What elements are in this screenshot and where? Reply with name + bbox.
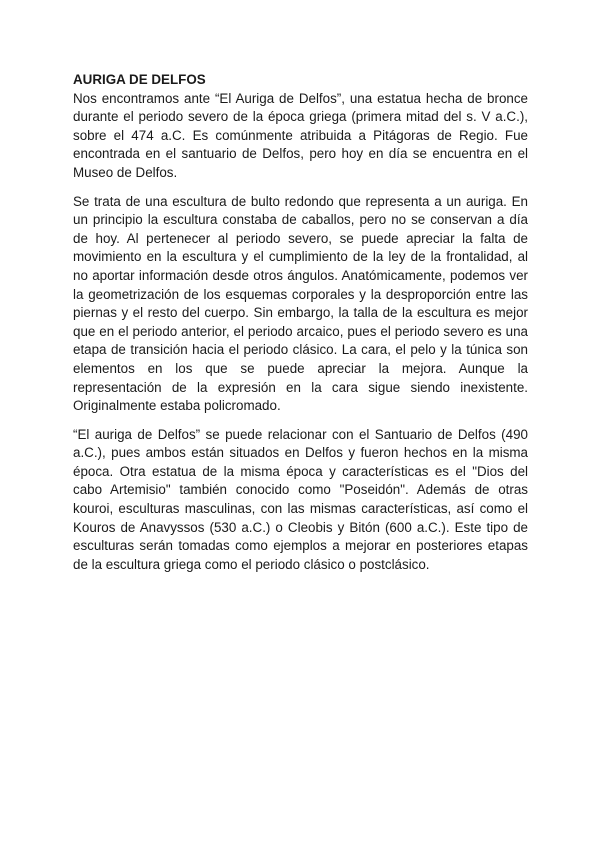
paragraph-context: “El auriga de Delfos” se puede relacionar con el Santuario de Delfos (490 a.C.), pues ambos están situados en Delfos y fueron hechos en la misma época. Otra estatua de la misma época y características es el "Dios del cabo Artemisio" también conocido como "Poseidón". Además de otras kouroi, esculturas masculinas, con las mismas características, así como el Kouros de Anavyssos (530 a.C.) o Cleobis y Bitón (600 a.C.). Este tipo de esculturas serán tomadas como ejemplos a mejorar en posteriores etapas de la escultura griega como el periodo clásico o postclásico. [73, 426, 528, 572]
document-title: AURIGA DE DELFOS [73, 72, 206, 87]
paragraph-introduction: Nos encontramos ante “El Auriga de Delfos”, una estatua hecha de bronce durante el periodo severo de la época griega (primera mitad del s. V a.C.), sobre el 474 a.C. Es comúnmente atribuida a Pitágoras de Regio. Fue encontrada en el santuario de Delfos, pero hoy en día se encuentra en el Museo de Delfos. [73, 90, 528, 180]
document-page [73, 71, 528, 584]
paragraph-description: Se trata de una escultura de bulto redondo que representa a un auriga. En un principio la escultura constaba de caballos, pero no se conservan a día de hoy. Al pertenecer al periodo severo, se puede apreciar la falta de movimiento en la escultura y el cumplimiento de la ley de la frontalidad, al no aportar información desde otros ángulos. Anatómicamente, podemos ver la geometrización de los esquemas corporales y la desproporción entre las piernas y el resto del cuerpo. Sin embargo, la talla de la escultura es mejor que en el periodo anterior, el periodo arcaico, pues el periodo severo es una etapa de transición hacia el periodo clásico. La cara, el pelo y la túnica son elementos en los que se puede apreciar la mejora. Aunque la representación de la expresión en la cara sigue siendo inexistente. Originalmente estaba policromado. [73, 193, 528, 414]
